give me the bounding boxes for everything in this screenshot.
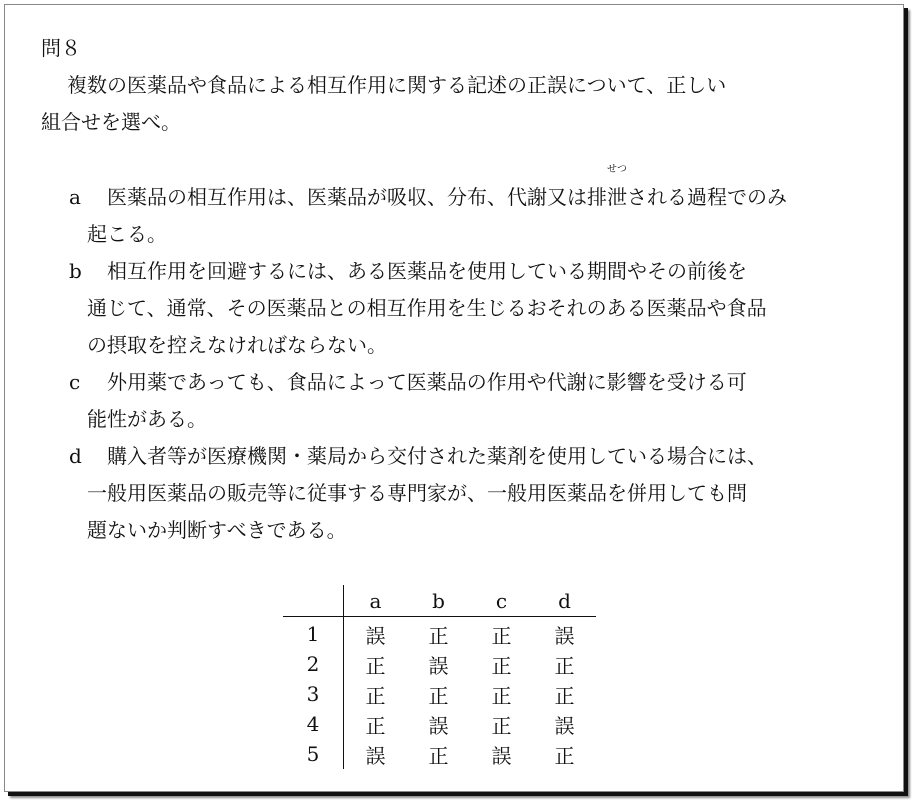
statement-line: 題ないか判断すべきである。 bbox=[87, 518, 347, 542]
question-stem-line-1: 複数の医薬品や食品による相互作用に関する記述の正誤について、正しい bbox=[67, 73, 727, 97]
table-cell: 誤 bbox=[365, 623, 386, 648]
statement-line bbox=[107, 164, 849, 216]
table-cell: 正 bbox=[554, 653, 575, 678]
question-number: 問８ bbox=[41, 36, 81, 60]
table-header-cell: c bbox=[470, 585, 533, 617]
ruby-base: 泄 bbox=[607, 185, 627, 209]
table-header-cell: b bbox=[407, 585, 470, 617]
table-cell: 正 bbox=[428, 743, 449, 768]
statement-text bbox=[69, 364, 849, 438]
table-row bbox=[283, 679, 596, 709]
statement-letter: d bbox=[69, 444, 82, 468]
statement-text bbox=[69, 253, 849, 364]
statement-line: 購入者等が医療機関・薬局から交付された薬剤を使用している場合には、 bbox=[107, 444, 767, 468]
statement-line: 通じて、通常、その医薬品との相互作用を生じるおそれのある医薬品や食品 bbox=[87, 296, 767, 320]
table-cell: 正 bbox=[365, 653, 386, 678]
table-header-cell: a bbox=[344, 585, 408, 617]
table-row bbox=[283, 649, 596, 679]
answer-choice-table bbox=[283, 585, 596, 769]
statement-b bbox=[69, 253, 849, 364]
statement-line: 起こる。 bbox=[87, 222, 167, 246]
exam-page bbox=[4, 4, 904, 792]
table-cell: 正 bbox=[365, 683, 386, 708]
table-cell: 正 bbox=[491, 623, 512, 648]
statement-a bbox=[69, 164, 849, 253]
choice-number: 4 bbox=[283, 709, 344, 739]
table-row bbox=[283, 739, 596, 769]
table-cell: 正 bbox=[491, 653, 512, 678]
table-cell: 正 bbox=[491, 683, 512, 708]
statement-d bbox=[69, 438, 849, 549]
statement-text bbox=[69, 164, 849, 253]
table-cell: 誤 bbox=[428, 653, 449, 678]
ruby-annotation bbox=[607, 164, 627, 216]
question-stem bbox=[41, 67, 841, 141]
table-header-row bbox=[283, 585, 596, 617]
choice-number: 2 bbox=[283, 649, 344, 679]
ruby-reading: せつ bbox=[607, 164, 627, 175]
table-cell: 誤 bbox=[491, 743, 512, 768]
table-row bbox=[283, 709, 596, 739]
table-cell: 正 bbox=[491, 713, 512, 738]
statement-c bbox=[69, 364, 849, 438]
table-cell: 正 bbox=[554, 743, 575, 768]
table-row bbox=[283, 617, 596, 650]
table-cell: 正 bbox=[428, 623, 449, 648]
table-cell: 誤 bbox=[428, 713, 449, 738]
statement-letter: a bbox=[69, 185, 81, 209]
statement-letter: b bbox=[69, 259, 82, 283]
table-header-cell: d bbox=[533, 585, 596, 617]
choice-number: 5 bbox=[283, 739, 344, 769]
statement-line: 一般用医薬品の販売等に従事する専門家が、一般用医薬品を併用しても問 bbox=[87, 481, 747, 505]
statement-list bbox=[69, 164, 849, 549]
statement-line: 外用薬であっても、食品によって医薬品の作用や代謝に影響を受ける可 bbox=[107, 370, 747, 394]
table-cell: 誤 bbox=[554, 713, 575, 738]
table-cell: 正 bbox=[365, 713, 386, 738]
choice-number: 1 bbox=[283, 617, 344, 650]
question-stem-line-2: 組合せを選べ。 bbox=[41, 110, 181, 134]
table-cell: 正 bbox=[554, 683, 575, 708]
statement-fragment: される過程でのみ bbox=[627, 185, 787, 209]
statement-line: 相互作用を回避するには、ある医薬品を使用している期間やその前後を bbox=[107, 259, 747, 283]
statement-text bbox=[69, 438, 849, 549]
statement-letter: c bbox=[69, 370, 81, 394]
statement-line: 能性がある。 bbox=[87, 407, 207, 431]
statement-line: の摂取を控えなければならない。 bbox=[87, 333, 387, 357]
table-cell: 正 bbox=[428, 683, 449, 708]
choice-number: 3 bbox=[283, 679, 344, 709]
table-cell: 誤 bbox=[554, 623, 575, 648]
table-header-cell bbox=[283, 585, 344, 617]
table-cell: 誤 bbox=[365, 743, 386, 768]
statement-fragment: 医薬品の相互作用は、医薬品が吸収、分布、代謝又は排 bbox=[107, 185, 607, 209]
